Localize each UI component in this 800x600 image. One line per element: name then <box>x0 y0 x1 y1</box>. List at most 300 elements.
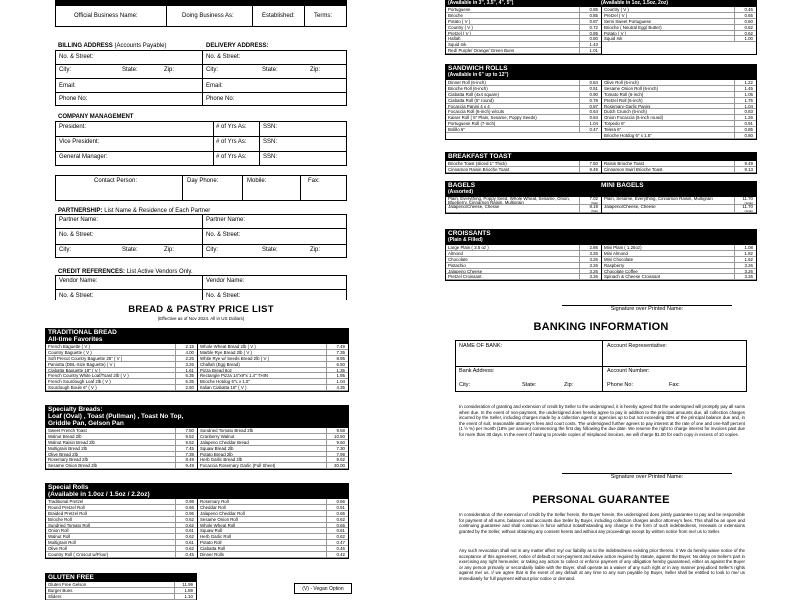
vendor1-street-label: No. & Street: <box>59 293 94 299</box>
item-name: Red/ Purple/ Orange/ Green Buns <box>448 48 515 54</box>
item-price: 4.00 <box>175 350 197 355</box>
delivery-title: DELIVERY ADDRESS: <box>206 43 269 49</box>
item-name: Large Plain ( 3.5 oz ) <box>448 245 489 250</box>
vendor2-name-label: Vendor Name: <box>206 278 245 284</box>
item-name: Round Pretzel Roll <box>48 504 85 510</box>
dba-label: Doing Business As: <box>182 13 234 19</box>
sandwich-rolls-header: SANDWICH ROLLS (Available in 6" up to 12") <box>445 64 757 80</box>
item-name: Pretzel Croissant <box>448 274 482 280</box>
item-price: 3.26 <box>734 274 756 279</box>
item-price: 7.45 <box>175 446 197 451</box>
bank-name-label: NAME OF BANK: <box>459 343 503 349</box>
price-row <box>46 552 197 558</box>
item-name: Rosemary Bread 2lb <box>48 457 89 463</box>
delivery-email-label: Email: <box>206 83 223 89</box>
item-name: Plain, Sesame, Everything, Cinnamon Raisin, Multigrain <box>604 197 713 201</box>
item-price: 1.08 <box>734 245 756 250</box>
price-row <box>46 594 196 600</box>
item-price: 0.62 <box>734 31 756 36</box>
price-row <box>198 552 348 558</box>
item-name: Onion Roll <box>48 528 69 534</box>
official-name-label: Official Business Name: <box>74 13 138 19</box>
buns-table <box>445 0 757 55</box>
item-price: 7.49 <box>326 344 348 349</box>
item-price: 1.89 <box>174 588 196 593</box>
item-price: 0.45 <box>175 552 197 557</box>
item-name: Multigrain Bread 2lb <box>48 445 88 451</box>
item-price: 0.47 <box>326 540 348 545</box>
special-rolls-table <box>45 483 349 559</box>
item-name: Pizza Bread 8oz <box>200 367 232 373</box>
account-rep-label: Account Representative: <box>607 343 667 349</box>
billing-delivery-box <box>55 50 347 106</box>
guarantee-paragraph-1: In consideration of the extension of credit by the Seller herein, the Buyer herein, the undersigned does jointly guarantee to pay and be responsible for payment of all sums, balances and accounts due Seller by Buyer, including collection charges and/or attorney's fees. This shall be an open and continuing guarantee and shall continue in force without notwithstanding any change in the form of such indebtedness, renewals or extensions granted by the Seller, without obtaining any consent hereto and without any proceedings except by written notice from me/ us to Seller. <box>459 512 745 534</box>
billing-title: BILLING ADDRESS (Accounts Payable) <box>58 43 167 49</box>
item-name: Brioche <box>448 12 463 18</box>
item-name: Almond <box>448 250 463 256</box>
item-name: Onion Focaccia (5-inch round) <box>604 115 664 121</box>
item-price: 0.87 <box>579 104 601 109</box>
item-price: 1.04 <box>734 104 756 109</box>
bank-address-label: Bank Address: <box>459 368 495 374</box>
item-price: 0.45 <box>326 546 348 551</box>
item-name: Mini Chocolate <box>604 256 634 262</box>
item-price: 9.49 <box>175 463 197 468</box>
sandwich-rolls-table <box>445 64 757 140</box>
item-name: Brioche Roll (6-inch) <box>448 85 488 91</box>
gm-yrs-label: # of Yrs As: <box>216 154 247 160</box>
gluten-free-header: GLUTEN FREE <box>45 573 197 582</box>
vendor1-name-label: Vendor Name: <box>59 278 98 284</box>
mobile-label: Mobile: <box>247 178 267 184</box>
partner1-name-label: Partner Name: <box>59 217 99 223</box>
item-price: 6.35 <box>175 373 197 378</box>
item-price: 1.04 <box>326 379 348 384</box>
item-price: 3.26 <box>579 274 601 279</box>
item-price: 7.35 <box>326 350 348 355</box>
pack-size: (12pk) <box>744 201 753 205</box>
item-price: 9.52 <box>175 434 197 439</box>
item-name: Gluten Free Gelson <box>48 582 87 587</box>
item-price: 9.49 <box>579 167 601 172</box>
account-number-label: Account Number: <box>607 368 650 374</box>
specialty-bread-header: Specialty Breads: Loaf (Oval) , Toast (Pullman) , Toast No Top, Griddle Pan, Gelson Pan <box>45 405 349 428</box>
vendor2-street-label: No. & Street: <box>206 293 241 299</box>
price-list-subtitle: (Effective as of Nov 2024. All in US Dollars) <box>157 316 245 321</box>
item-price: 1.75 <box>734 98 756 103</box>
item-price: 0.84 <box>579 80 601 85</box>
special-rolls-header: Special Rolls (Available in 1.0oz / 1.5oz / 2.2oz) <box>45 483 349 499</box>
partner1-zip-label: Zip: <box>164 247 175 253</box>
item-price: 1.26 <box>734 115 756 120</box>
vegan-note: (V) - Vegan Option <box>294 583 352 594</box>
item-name: Sesame Onion Roll (6-inch) <box>604 85 658 91</box>
item-name: Country Roll ( Croscut w/Flour) <box>48 552 109 557</box>
item-name: Pretzel ( V ) <box>604 12 628 18</box>
item-name: Chocolate Coffee <box>604 268 638 274</box>
partner2-name-label: Partner Name: <box>206 217 246 223</box>
item-name: Telera 6" <box>604 127 622 133</box>
item-price: 10.50 <box>326 434 348 439</box>
fax-label: Fax: <box>308 178 320 184</box>
croissants-header: CROISSANTS (Plain & Filled) <box>445 229 757 245</box>
partner2-state-label: State: <box>262 247 278 253</box>
item-price: 7.02 (6pk) <box>579 197 601 204</box>
item-price: 0.65 <box>326 511 348 516</box>
credit-title: CREDIT REFERENCES: List Active Vendors Only. <box>58 269 193 275</box>
price-row <box>602 133 756 139</box>
item-name: Herb Garlic Bread 2lb <box>200 457 243 463</box>
established-label: Established: <box>262 13 295 19</box>
item-name: Soft Precut Country Baguette 25" ( V ) <box>48 355 123 361</box>
traditional-bread-table <box>45 328 349 392</box>
billing-city-label: City: <box>59 67 71 73</box>
item-price: 1.95 <box>326 373 348 378</box>
price-row <box>602 197 756 205</box>
price-row <box>602 205 756 213</box>
vp-yrs-label: # of Yrs As: <box>216 139 247 145</box>
item-price: 0.62 <box>175 534 197 539</box>
item-name: Portuguese <box>448 7 471 12</box>
item-name: Mini Almond <box>604 250 628 256</box>
item-price: 0.85 <box>579 13 601 18</box>
item-name: Sesame Onion Roll <box>200 516 238 522</box>
item-name: Burger Buns <box>48 587 73 593</box>
item-name: Walnut Roll <box>48 534 71 540</box>
price-row <box>602 36 756 42</box>
item-price: 4.35 <box>326 385 348 390</box>
item-name: Rectangle Pizza 14"x9"x 1.4" THIN <box>200 373 269 379</box>
item-name: White Rye w/ Seeds Bread 2lb ( V ) <box>200 355 270 361</box>
item-name: Marble Rye Bread 2lb ( V ) <box>200 349 252 355</box>
partnership-title: PARTNERSHIP: List Name & Residence of Each Partner <box>58 208 211 214</box>
bagels-table <box>445 181 757 214</box>
item-name: Whole Wheat Bread 2lb ( V ) <box>200 344 256 349</box>
item-price: 2.60 <box>175 385 197 390</box>
item-name: Dinner Rolls <box>200 552 224 557</box>
item-price: 6.50 <box>326 362 348 367</box>
price-row <box>602 167 756 173</box>
management-title: COMPANY MANAGEMENT <box>58 114 134 120</box>
item-name: Sundried Tomato Bread 2lb <box>200 428 254 433</box>
bank-phone-label: Phone No: <box>607 382 633 388</box>
item-price: 1.01 <box>579 48 601 53</box>
item-price: 0.87 <box>579 19 601 24</box>
item-name: Sweet French Toast <box>48 428 87 433</box>
item-price: 0.61 <box>175 540 197 545</box>
item-price: 0.84 <box>579 115 601 120</box>
croissants-table <box>445 229 757 281</box>
guarantee-title: PERSONAL GUARANTEE <box>532 494 670 506</box>
credit-terms-paragraph: In consideration of granting and extension of credit by Seller to the undersigned, it is hereby agreed that the undersigned will promptly pay all sums when due. In the event of non-payment, the undersigned does hereby agree to pay in addition to the principal amounts due, all collection charges incurred by the Seller, including charges made by a collection agent or agencies up to but not exceeding 30% of the principal balance due and, in the event of suit, reasonable attorney's fees and court costs. The undersigned further agrees to pay interest at the rate of one and one-half percent (1 ½ %) per month (18% per annum) commencing the first day following the due date. We reserve the right to charge interest for invoices past due for more than 30 days. In the event of having to provide copies of misplaced invoices, we will charge $1.00 for each copy in excess of 10 copies. <box>459 404 745 437</box>
item-name: Squid Ink <box>448 42 467 48</box>
partner2-zip-label: Zip: <box>310 247 321 253</box>
partner1-state-label: State: <box>122 247 138 253</box>
gm-ssn-label: SSN: <box>263 154 278 160</box>
item-name: Jalapeno Cheese <box>448 268 483 274</box>
item-name: Focaccia Rosemary Garlic (Full Sheet) <box>200 463 276 469</box>
bank-state-label: State: <box>522 382 537 388</box>
item-name: Sliders <box>48 593 62 599</box>
item-name: Pistachio <box>448 262 466 268</box>
president-yrs-label: # of Yrs As: <box>216 124 247 130</box>
price-row <box>602 274 756 280</box>
item-name: French Country White Loaf/Toast 2lb ( V ) <box>48 373 129 379</box>
item-name: Olive Roll (6-inch) <box>604 80 639 85</box>
item-name: Cranberry Walnut <box>200 433 235 439</box>
item-name: Whole Wheat Roll <box>200 522 236 528</box>
item-name: Bolillo 6" <box>448 127 465 133</box>
item-price: 1.43 <box>579 42 601 47</box>
item-name: Pretzel Roll (6-inch) <box>604 97 643 103</box>
item-name: Jalapeno Cheddar Roll <box>200 510 245 516</box>
price-row <box>198 463 348 469</box>
item-price: 9.52 <box>175 440 197 445</box>
item-name: Cheddar Roll <box>200 504 226 510</box>
breakfast-toast-header: BREAKFAST TOAST <box>445 152 757 161</box>
item-name: Pretzel ( V ) <box>448 30 472 36</box>
item-name: Cinnamon Swirl Brioche Toast <box>604 166 663 172</box>
item-price: 0.47 <box>579 127 601 132</box>
item-price: 0.85 <box>734 127 756 132</box>
price-row <box>446 274 601 280</box>
delivery-state-label: State: <box>262 67 278 73</box>
item-price: 8.19 (6pk) <box>579 205 601 212</box>
item-price: 0.62 <box>326 517 348 522</box>
item-price: 1.45 <box>734 86 756 91</box>
item-name: Rosemary-Garlic Panini <box>604 103 651 109</box>
item-price: 0.83 <box>734 109 756 114</box>
item-name: French Baguette ( V ) <box>48 344 90 349</box>
billing-email-label: Email: <box>59 83 76 89</box>
president-label: President: <box>59 124 87 130</box>
price-row <box>446 205 601 213</box>
item-price: 11.99 <box>174 582 196 587</box>
item-price: 1.22 <box>734 80 756 85</box>
item-name: Sourdough Boule 6" ( V ) <box>48 385 97 391</box>
item-price: 0.51 <box>579 86 601 91</box>
item-price: 30.00 <box>326 463 348 468</box>
item-name: Potato ( V ) <box>448 18 471 24</box>
gluten-free-table <box>45 573 197 600</box>
item-price: 1.82 <box>734 251 756 256</box>
item-price: 9.49 <box>734 161 756 166</box>
item-name: Sundried Tomato Roll <box>48 522 90 528</box>
terms-label: Terms: <box>314 13 332 19</box>
item-name: Ciabatta Roll (4x4 square) <box>448 91 500 97</box>
bank-city-label: City: <box>459 382 470 388</box>
billing-zip-label: Zip: <box>164 67 175 73</box>
partner2-city-label: City: <box>206 247 218 253</box>
item-price: 11.70 (12pk) <box>734 205 756 212</box>
price-row <box>46 463 197 469</box>
item-price: 3.26 <box>579 251 601 256</box>
item-name: Olive Roll <box>48 546 67 552</box>
price-row <box>446 127 601 133</box>
item-price: 0.62 <box>734 25 756 30</box>
item-price: 0.65 <box>326 523 348 528</box>
item-price: 0.61 <box>326 505 348 510</box>
item-name: Ciabatta Roll (5" round) <box>448 97 494 103</box>
item-name: Potato Roll <box>200 540 222 546</box>
item-price: 0.98 <box>175 499 197 504</box>
billing-street-label: No. & Street: <box>59 54 94 60</box>
specialty-bread-table <box>45 405 349 470</box>
item-price: 0.65 <box>734 13 756 18</box>
vp-ssn-label: SSN: <box>263 139 278 145</box>
item-name: Multigrain Roll <box>48 540 76 546</box>
item-price: 9.58 <box>326 428 348 433</box>
item-price: 1.35 <box>326 368 348 373</box>
item-name: Focaccia Panini 4 x 4 <box>448 103 490 109</box>
signature-label-2: Signature over Printed Name: <box>610 474 684 480</box>
item-name: Potato ( V ) <box>604 30 627 36</box>
business-name-box <box>55 5 347 27</box>
item-price: 7.50 <box>579 161 601 166</box>
delivery-street-label: No. & Street: <box>206 54 241 60</box>
item-name: Brioche Toast (sliced 1" Thick) <box>448 161 507 166</box>
partner1-city-label: City: <box>59 247 71 253</box>
item-price: 3.26 <box>579 263 601 268</box>
item-price: 0.62 <box>326 534 348 539</box>
item-name: Italian Ciabatta 18" ( V ) <box>200 385 247 391</box>
item-name: Herb Garlic Roll <box>200 534 231 540</box>
item-name: Kaiser Roll ( 5" Plain, Sesame, Poppy Seeds) <box>448 115 537 121</box>
item-price: 0.91 <box>734 121 756 126</box>
item-price: 1.04 <box>579 121 601 126</box>
item-name: Mini Plain ( 1.25oz) <box>604 245 642 250</box>
traditional-bread-header: TRADITIONAL BREAD All-time Favorites <box>45 328 349 344</box>
item-price: 0.62 <box>175 546 197 551</box>
item-name: Raisin Brioche Toast <box>604 161 644 166</box>
item-price: 0.90 <box>579 92 601 97</box>
item-price: 0.60 <box>734 19 756 24</box>
item-name: Squaw Bread 2lb <box>200 445 234 451</box>
item-price: 9.62 <box>326 457 348 462</box>
delivery-zip-label: Zip: <box>310 67 321 73</box>
item-name: Cinnamon Raisin Brioche Toast <box>448 166 510 172</box>
price-list-title: BREAD & PASTRY PRICE LIST <box>128 304 274 315</box>
item-name: Tomato Roll (6-inch) <box>604 91 644 97</box>
item-price: 3.26 <box>734 263 756 268</box>
item-name: Torpedo 6" <box>604 121 626 127</box>
item-price: 3.26 <box>175 362 197 367</box>
item-price: 7.50 <box>175 428 197 433</box>
item-price: 1.00 <box>734 36 756 41</box>
item-price: 7.39 <box>175 452 197 457</box>
pack-size: (6pk) <box>591 209 598 213</box>
item-price: 9.13 <box>734 167 756 172</box>
item-price: 6.35 <box>175 379 197 384</box>
item-name: Spinach & Cheese Croissant <box>604 274 661 280</box>
item-price: 11.70 (12pk) <box>734 197 756 204</box>
item-price: 2.25 <box>175 356 197 361</box>
item-name: Squaw Roll <box>200 528 223 534</box>
item-name: Walnut Bread 2lb <box>48 433 82 439</box>
president-ssn-label: SSN: <box>263 124 278 130</box>
item-name: Plain, Everything, Poppy Seed, Whole Wheat, Sesame, Onion, Blueberry, Cinnamon Raisin, Multigrain <box>448 197 571 204</box>
item-price: 0.78 <box>579 98 601 103</box>
item-price: 2.15 <box>175 344 197 349</box>
item-name: Dutch Crunch (6-inch) <box>604 109 647 115</box>
management-box <box>55 121 347 166</box>
item-price: 0.45 <box>734 7 756 12</box>
gm-label: General Manager: <box>59 154 108 160</box>
item-price: 2.86 <box>579 245 601 250</box>
item-name: Semi Sweet Portuguese <box>604 18 652 24</box>
item-name: Jalapeno/Cheese, Chesse <box>448 205 500 209</box>
item-price: 0.42 <box>326 552 348 557</box>
item-name: Hallah <box>448 36 461 42</box>
item-price: 1.10 <box>174 594 196 599</box>
item-price: 0.72 <box>579 25 601 30</box>
buns-header: (Available in 3", 3.5", 4", 5") (Available in 1oz, 1.5oz, 2oz) <box>445 0 757 7</box>
day-phone-label: Day Phone: <box>187 178 219 184</box>
item-price: 0.85 <box>579 31 601 36</box>
pack-size: (6pk) <box>591 201 598 205</box>
item-price: 0.64 <box>579 109 601 114</box>
item-name: Brioche Roll <box>48 516 72 522</box>
credit-box <box>55 275 347 300</box>
contact-box <box>55 175 347 201</box>
breakfast-toast-table <box>445 152 757 174</box>
item-name: Paniotta (DBL-Size Baguette) ( V ) <box>48 361 116 367</box>
contact-person-label: Contact Person: <box>94 178 138 184</box>
item-price: 0.80 <box>734 133 756 138</box>
item-name: Jalapeno Cheddar Bread <box>200 439 249 445</box>
item-name: Jalapeno/Cheese, Cheese <box>604 205 656 209</box>
item-price: 0.95 <box>175 511 197 516</box>
item-price: 1.05 <box>734 92 756 97</box>
item-name: Portuguese Roll (7-inch) <box>448 121 496 127</box>
item-name: Country ( V ) <box>448 24 473 30</box>
item-name: Challah (Egg Bread) <box>200 361 240 367</box>
item-price: 9.60 <box>326 440 348 445</box>
item-name: Country ( V ) <box>604 7 629 12</box>
item-name: Dinner Roll (6-inch) <box>448 80 486 85</box>
vp-label: Vice President: <box>59 139 100 145</box>
item-price: 0.80 <box>579 36 601 41</box>
item-name: Focaccia Roll (6-inch) w/cuts <box>448 109 505 115</box>
bank-fax-label: Fax: <box>669 382 680 388</box>
item-price: 3.26 <box>579 269 601 274</box>
item-price: 0.66 <box>175 505 197 510</box>
item-name: Ciabatta Roll <box>200 546 226 552</box>
item-name: Olive Bread 2lb <box>48 451 79 457</box>
item-name: Potato Bread 2lb <box>200 451 233 457</box>
item-price: 0.62 <box>175 517 197 522</box>
item-name: Braided Pretzel Roll <box>48 510 87 516</box>
item-name: French Sourdough Loaf 2lb ( V ) <box>48 379 111 385</box>
item-name: Squid Ink <box>604 36 623 42</box>
price-row <box>46 385 197 391</box>
partner2-street-label: No. & Street: <box>206 232 241 238</box>
item-price: 8.95 <box>326 356 348 361</box>
price-row <box>446 48 601 54</box>
item-name: Walnut Raisin Bread 2lb <box>48 439 95 445</box>
item-name: Sesame Onion Bread 2lb <box>48 463 98 469</box>
item-name: Traditional Pretzel <box>48 499 84 504</box>
price-row <box>446 167 601 173</box>
partnership-box <box>55 214 347 258</box>
bank-zip-label: Zip: <box>564 382 574 388</box>
item-price: 0.66 <box>326 499 348 504</box>
item-name: Chocolate <box>448 256 468 262</box>
guarantee-paragraph-2: Any such revocation shall not in any matter affect my/ our liability as to the indebtedness existing prior thereto. I/ We do hereby waive notice of the acceptance of this agreement, notice of default or non-payment and waive action required by statute, against the Buyer. No delay on Seller's part in exercising any right hereunder, or taking any action to collect or enforce payment of any obligation hereby guaranteed, either as against the Buyer or any person primarily or secondarily liable with the Buyer, shall operate as a waiver of any such right or in any manner prejudiced Seller's rights against me/ us. I/ we agree that in the event of any default at any time to any sum payable by Buyer, Seller shall be entitled to look to me/ us immediately for full payment without prior notice or demand. <box>459 548 745 581</box>
item-price: 0.62 <box>175 523 197 528</box>
delivery-phone-label: Phone No: <box>206 96 235 102</box>
bagels-header: BAGELS (Assorted) MINI BAGELS <box>445 181 757 197</box>
